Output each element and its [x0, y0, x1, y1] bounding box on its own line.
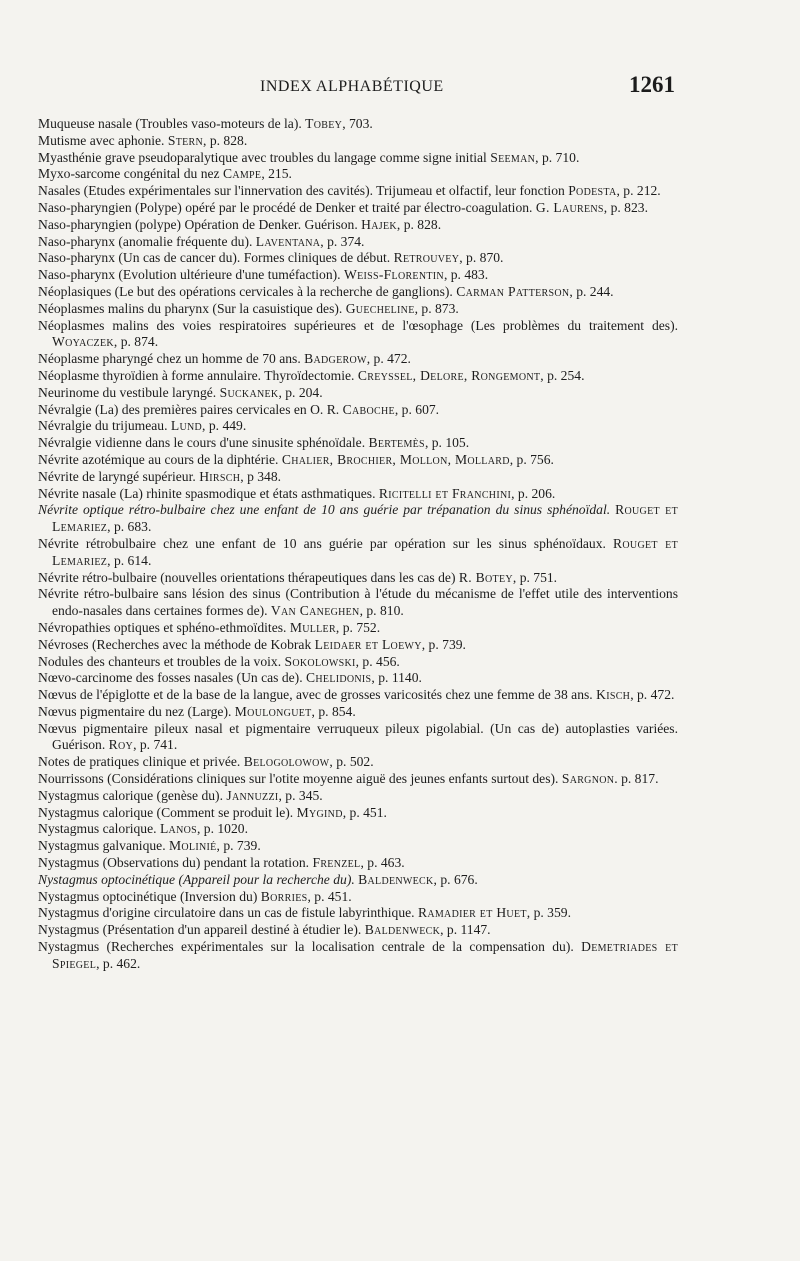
entry-author: Guecheline [345, 300, 415, 316]
entry-reference: , p. 870. [459, 250, 504, 266]
entry-reference: , p. 204. [278, 384, 323, 400]
entry-title: Nystagmus optocinétique (Inversion du) [38, 888, 261, 904]
index-entries [38, 116, 678, 973]
entry-title: Nœvo-carcinome des fosses nasales (Un cas de). [38, 670, 307, 686]
entry-reference: , p. 614. [107, 552, 152, 568]
entry-reference: , p. 751. [512, 569, 558, 585]
entry-reference: , p. 874. [113, 334, 159, 350]
entry-title: Néoplasmes malins du pharynx (Sur la casuistique des). [38, 300, 346, 316]
entry-reference: , p. 810. [359, 603, 404, 619]
entry-reference: , p. 254. [540, 367, 585, 383]
entry-author: Creyssel, Delore, Rongemont [357, 367, 541, 383]
entry-reference: , p. 105. [424, 435, 470, 451]
index-entry [38, 150, 678, 167]
index-entry [38, 166, 678, 183]
entry-reference: , p. 854. [311, 703, 356, 719]
index-entry [38, 116, 678, 133]
entry-reference: , p. 756. [509, 451, 554, 467]
entry-reference: , 703. [342, 116, 373, 131]
entry-reference: , p. 1020. [196, 821, 248, 837]
index-entry [38, 502, 678, 536]
entry-title: Névrite rétro-bulbaire (nouvelles orientations thérapeutiques dans les cas de) [38, 569, 459, 585]
entry-author: Stern [167, 132, 204, 148]
entry-title: Naso-pharynx (anomalie fréquente du). [38, 233, 256, 249]
entry-title: Névroses (Recherches avec la méthode de Kobrak [38, 636, 315, 652]
index-entry [38, 486, 678, 503]
entry-title: Névrite nasale (La) rhinite spasmodique et états asthmatiques. [38, 485, 379, 501]
index-entry [38, 200, 678, 217]
entry-reference: , p. 1147. [440, 922, 491, 938]
entry-author: Hirsch [199, 468, 241, 484]
entry-title: Notes de pratiques clinique et privée. [38, 754, 244, 770]
entry-title: Nystagmus (Recherches expérimentales sur la localisation centrale de la compensation du). [38, 939, 582, 955]
entry-reference: , p 348. [240, 468, 282, 484]
index-entry [38, 939, 678, 973]
entry-title: Nœvus de l'épiglotte et de la base de la langue, avec de grosses varicosités chez une femme de 38 ans. [38, 687, 597, 703]
entry-title: Nystagmus galvanique. [38, 838, 170, 854]
index-entry [38, 267, 678, 284]
entry-reference: , p. 823. [603, 199, 648, 215]
entry-author: Lund [170, 418, 203, 434]
entry-author: Rouget et Lemariez [52, 535, 679, 568]
entry-reference: , p. 741. [133, 737, 178, 753]
entry-author: Van Caneghen [270, 603, 360, 619]
index-entry [38, 721, 678, 755]
entry-title: Naso-pharynx (Un cas de cancer du). Formes cliniques de début. [38, 250, 394, 266]
entry-reference: , p. 739. [216, 838, 261, 854]
entry-author: Molinié [169, 838, 217, 854]
entry-title: Nystagmus (Observations du) pendant la rotation. [38, 855, 313, 871]
index-entry [38, 536, 678, 570]
entry-author: Bertemès [368, 435, 425, 451]
entry-reference: , p. 472. [630, 687, 675, 703]
entry-reference: , p. 828. [396, 216, 442, 232]
entry-author: Roy [108, 737, 134, 753]
entry-title: Nasales (Etudes expérimentales sur l'innervation des cavités). Trijumeau et olfactif, leur fonction [38, 183, 569, 199]
entry-author: Badgerow [304, 351, 367, 367]
entry-author: Hajek [361, 216, 397, 232]
entry-title: Nodules des chanteurs et troubles de la voix. [38, 653, 285, 669]
index-entry [38, 771, 678, 788]
entry-title: Myxo-sarcome congénital du nez [38, 166, 223, 182]
entry-title: Névralgie (La) des premières paires cervicales en O. R. [38, 401, 343, 417]
entry-reference: , p. 463. [360, 855, 405, 871]
entry-author: Seeman [490, 149, 536, 165]
entry-reference: , p. 1140. [371, 670, 422, 686]
entry-title: Muqueuse nasale (Troubles vaso-moteurs de la). [38, 116, 306, 131]
entry-author: Muller [289, 619, 336, 635]
entry-title: Myasthénie grave pseudoparalytique avec troubles du langage comme signe initial [38, 149, 491, 165]
index-entry [38, 351, 678, 368]
entry-reference: , p. 359. [526, 905, 571, 921]
entry-title: Naso-pharyngien (Polype) opéré par le procédé de Denker et traité par électro-coagulation. [38, 199, 536, 215]
entry-title: Névropathies optiques et sphéno-ethmoïdites. [38, 619, 290, 635]
entry-title: Néoplasiques (Le but des opérations cervicales à la recherche de ganglions). [38, 283, 457, 299]
entry-author: Baldenweck [364, 922, 441, 938]
entry-title: Névrite rétrobulbaire chez une enfant de 10 ans guérie par opération sur les sinus sphénoïdaux. [38, 535, 614, 551]
entry-author: Sargnon [561, 771, 615, 787]
index-entry [38, 586, 678, 620]
entry-author: Ricitelli et Franchini [378, 485, 512, 501]
entry-title: Nystagmus d'origine circulatoire dans un cas de fistule labyrinthique. [38, 905, 418, 921]
entry-author: Caboche [342, 401, 395, 417]
entry-reference: . p. 817. [614, 771, 659, 787]
entry-title: Naso-pharynx (Evolution ultérieure d'une tuméfaction). [38, 267, 344, 283]
entry-reference: , p. 676. [433, 871, 478, 887]
index-entry [38, 368, 678, 385]
entry-author: Suckanek [219, 384, 279, 400]
entry-author: Chalier, Brochier, Mollon, Mollard [281, 451, 510, 467]
entry-author: R. Botey [458, 569, 513, 585]
entry-author: Chelidonis [306, 670, 372, 686]
entry-reference: , p. 451. [342, 804, 387, 820]
entry-author: Kisch [596, 687, 631, 703]
entry-title: Nystagmus calorique (Comment se produit le). [38, 804, 297, 820]
entry-title: Névrite de laryngé supérieur. [38, 468, 200, 484]
index-entry [38, 855, 678, 872]
index-entry [38, 418, 678, 435]
entry-reference: , p. 456. [355, 653, 400, 669]
index-entry [38, 234, 678, 251]
entry-reference: , p. 873. [414, 300, 459, 316]
index-entry [38, 452, 678, 469]
index-entry [38, 284, 678, 301]
index-entry [38, 805, 678, 822]
entry-author: Woyaczek [52, 334, 114, 350]
index-entry [38, 687, 678, 704]
entry-reference: , p. 449. [202, 418, 247, 434]
entry-author: Borries [260, 888, 308, 904]
index-entry [38, 905, 678, 922]
index-entry [38, 435, 678, 452]
index-entry [38, 318, 678, 352]
entry-reference: , p. 244. [569, 283, 614, 299]
index-entry [38, 402, 678, 419]
entry-author: Demetriades et Spiegel [52, 939, 678, 971]
entry-reference: , p. 345. [278, 787, 323, 803]
entry-author: Weiss-Florentin [343, 267, 444, 283]
entry-title: Névralgie du trijumeau. [38, 418, 171, 434]
entry-author: Campe [222, 166, 262, 182]
index-entry [38, 838, 678, 855]
entry-title: Neurinome du vestibule laryngé. [38, 384, 220, 400]
index-entry [38, 133, 678, 150]
index-entry [38, 301, 678, 318]
entry-author: Sokolowski [284, 653, 356, 669]
entry-reference: , p. 683. [107, 519, 152, 535]
index-entry [38, 637, 678, 654]
entry-author: Moulonguet [234, 703, 312, 719]
entry-reference: , p. 752. [335, 619, 381, 635]
entry-title: Névralgie vidienne dans le cours d'une sinusite sphénoïdale. [38, 435, 369, 451]
entry-author: Baldenweck [358, 871, 434, 887]
entry-reference: , p. 212. [616, 183, 661, 199]
index-entry [38, 922, 678, 939]
entry-title: Nourrissons (Considérations cliniques sur l'otite moyenne aiguë des jeunes enfants surtout des). [38, 771, 562, 787]
entry-author: Lanos [159, 821, 197, 837]
entry-title: Néoplasme thyroïdien à forme annulaire. Thyroïdectomie. [38, 367, 358, 383]
index-entry [38, 570, 678, 587]
entry-title: Nœvus pigmentaire du nez (Large). [38, 703, 235, 719]
page-header [0, 72, 800, 106]
entry-author: Mygind [296, 804, 343, 820]
entry-author: G. Laurens [535, 199, 604, 215]
index-entry [38, 217, 678, 234]
running-title: INDEX ALPHABÉTIQUE [260, 78, 444, 95]
index-entry [38, 821, 678, 838]
index-entry [38, 889, 678, 906]
entry-title: Nystagmus calorique (genèse du). [38, 787, 227, 803]
index-entry [38, 754, 678, 771]
entry-reference: , p. 472. [366, 351, 411, 367]
entry-reference: , p. 607. [394, 401, 440, 417]
entry-title: Nœvus pigmentaire pileux nasal et pigmentaire verruqueux pileux pigolabial. (Un cas de) autoplasties variées. Guérison. [38, 720, 678, 753]
entry-reference: , p. 206. [511, 485, 556, 501]
entry-author: Belogolowow [243, 754, 330, 770]
entry-title: Nystagmus calorique. [38, 821, 160, 837]
entry-reference: , 215. [261, 166, 292, 182]
entry-title: Névrite rétro-bulbaire sans lésion des sinus (Contribution à l'étude du mécanisme de l'effet utile des interventions endo-nasales dans certaines formes de). [38, 586, 678, 619]
index-entry [38, 469, 678, 486]
entry-reference: , p. 739. [421, 636, 466, 652]
index-entry [38, 183, 678, 200]
entry-reference: , p. 502. [329, 754, 374, 770]
entry-reference: , p. 374. [320, 233, 365, 249]
page-number: 1261 [629, 72, 675, 97]
entry-title: Nystagmus (Présentation d'un appareil destiné à étudier le). [38, 922, 365, 938]
entry-title: Nystagmus optocinétique (Appareil pour la recherche du). [38, 871, 359, 887]
entry-title: Mutisme avec aphonie. [38, 132, 168, 148]
index-entry [38, 670, 678, 687]
entry-title: Néoplasmes malins des voies respiratoires supérieures et de l'œsophage (Les problèmes du traitement des). [38, 317, 678, 333]
entry-author: Podesta [568, 183, 617, 199]
entry-title: Naso-pharyngien (polype) Opération de Denker. Guérison. [38, 216, 362, 232]
entry-title: Névrite azotémique au cours de la diphtérie. [38, 451, 282, 467]
index-entry [38, 654, 678, 671]
index-entry [38, 250, 678, 267]
index-entry [38, 788, 678, 805]
entry-author: Jannuzzi [226, 787, 279, 803]
index-entry [38, 385, 678, 402]
entry-reference: , p. 710. [535, 149, 580, 165]
entry-title: Néoplasme pharyngé chez un homme de 70 ans. [38, 351, 305, 367]
entry-reference: , p. 451. [307, 888, 352, 904]
entry-author: Laventana [255, 233, 321, 249]
entry-title: Névrite optique rétro-bulbaire chez une enfant de 10 ans guérie par trépanation du sinus sphénoïdal. [38, 502, 616, 518]
entry-reference: , p. 483. [443, 267, 489, 283]
entry-author: Frenzel [312, 855, 361, 871]
entry-author: Ramadier et Huet [417, 905, 527, 921]
entry-author: Tobey [305, 116, 343, 131]
index-entry [38, 620, 678, 637]
entry-author: Leidaer et Loewy [314, 636, 422, 652]
entry-author: Carman Patterson [456, 283, 570, 299]
index-entry [38, 872, 678, 889]
index-entry [38, 704, 678, 721]
entry-reference: , p. 462. [96, 955, 141, 971]
entry-reference: , p. 828. [203, 132, 248, 148]
entry-author: Retrouvey [393, 250, 460, 266]
entry-author: Rouget et Lemariez [52, 502, 678, 535]
